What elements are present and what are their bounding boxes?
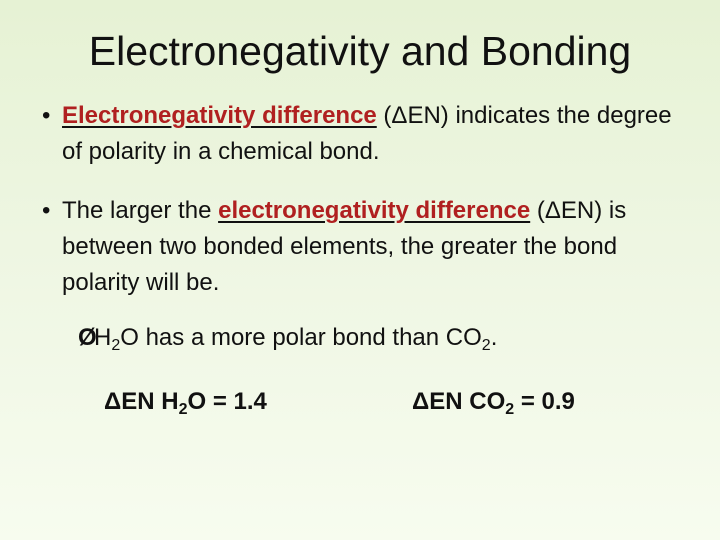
en-subscript: 2 (505, 401, 515, 418)
sub-bullet-text: O has a more polar bond than CO (120, 324, 482, 351)
bullet-text-lead: The larger the (62, 197, 219, 224)
en-prefix: ΔEN H (104, 388, 179, 415)
en-value-co2 (412, 384, 575, 420)
h2o-h: H (94, 324, 112, 351)
sub-bullet-end: . (490, 324, 498, 351)
bullet-text-rest: (ΔEN) is between two bonded elements, the greater the bond polarity will be. (62, 197, 627, 296)
bullet-marker: • (42, 102, 51, 129)
arrow-bullet-icon: Ø (78, 324, 97, 351)
bullet-larger-difference (42, 193, 682, 301)
bullet-text (42, 193, 682, 301)
sub-bullet-comparison (78, 320, 497, 356)
bullet-marker: • (42, 197, 51, 224)
en-prefix: ΔEN CO (412, 388, 506, 415)
bullet-electronegativity-difference (42, 98, 682, 170)
bullet-text-rest: (ΔEN) indicates the degree of polarity in a chemical bond. (62, 102, 672, 165)
co2-subscript: 2 (481, 337, 491, 354)
en-subscript: 2 (178, 401, 188, 418)
en-value-h2o (104, 384, 267, 420)
slide-title: Electronegativity and Bonding (88, 28, 632, 74)
term-electronegativity-difference: electronegativity difference (218, 197, 531, 224)
en-suffix: = 0.9 (514, 388, 575, 415)
bullet-text (42, 98, 682, 170)
term-electronegativity-difference: Electronegativity difference (62, 102, 377, 129)
en-suffix: O = 1.4 (187, 388, 267, 415)
h2o-subscript: 2 (111, 337, 121, 354)
